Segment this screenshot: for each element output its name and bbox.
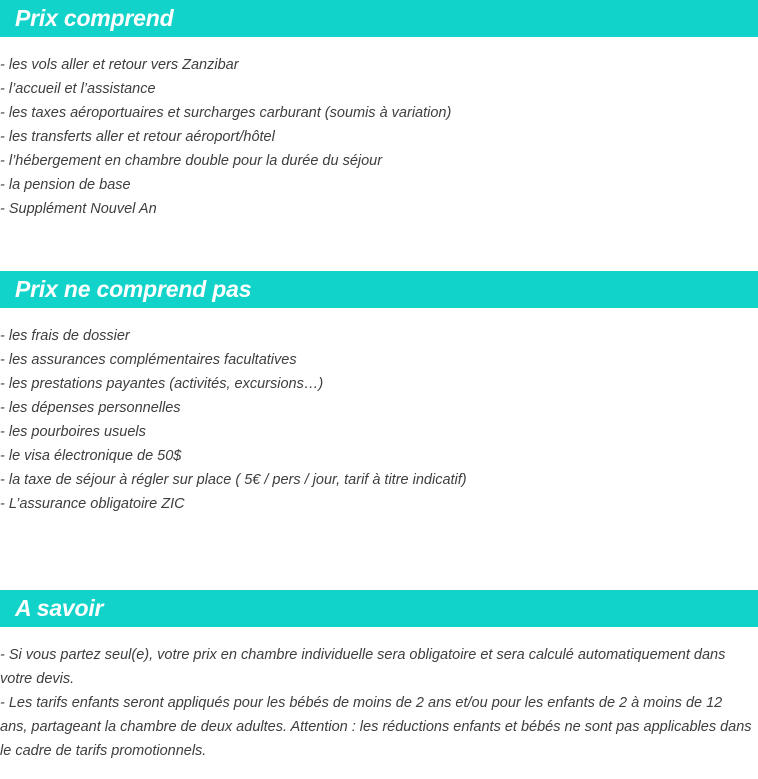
section-title: A savoir xyxy=(15,595,104,621)
list-item: - Supplément Nouvel An xyxy=(0,201,157,217)
section-price-excludes xyxy=(0,271,758,516)
section-header xyxy=(0,590,758,627)
list-item: - les frais de dossier xyxy=(0,328,130,344)
included-list xyxy=(0,53,758,221)
section-title: Prix ne comprend pas xyxy=(15,276,252,302)
section-header xyxy=(0,0,758,37)
list-item: - les vols aller et retour vers Zanzibar xyxy=(0,57,239,73)
section-good-to-know xyxy=(0,590,758,763)
info-paragraph: - Les tarifs enfants seront appliqués pour les bébés de moins de 2 ans et/ou pour les enfants de 2 à moins de 12 ans, partageant la chambre de deux adultes. Attention : les réductions enfants et bébés ne sont pas applicables dans le cadre de tarifs promotionnels. xyxy=(0,695,752,759)
list-item: - la pension de base xyxy=(0,177,131,193)
info-paragraphs xyxy=(0,643,758,763)
info-paragraph: - Si vous partez seul(e), votre prix en chambre individuelle sera obligatoire et sera calculé automatiquement dans votre devis. xyxy=(0,647,726,687)
list-item: - l’hébergement en chambre double pour la durée du séjour xyxy=(0,153,383,169)
section-price-includes xyxy=(0,0,758,221)
list-item: - les transferts aller et retour aéroport/hôtel xyxy=(0,129,275,145)
section-header xyxy=(0,271,758,308)
list-item: - les assurances complémentaires facultatives xyxy=(0,352,297,368)
list-item: - les dépenses personnelles xyxy=(0,400,181,416)
list-item: - l’accueil et l’assistance xyxy=(0,81,156,97)
list-item: - L’assurance obligatoire ZIC xyxy=(0,496,185,512)
list-item: - le visa électronique de 50$ xyxy=(0,448,182,464)
list-item: - les taxes aéroportuaires et surcharges carburant (soumis à variation) xyxy=(0,105,452,121)
list-item: - la taxe de séjour à régler sur place ( 5€ / pers / jour, tarif à titre indicatif) xyxy=(0,472,467,488)
list-item: - les prestations payantes (activités, excursions…) xyxy=(0,376,324,392)
list-item: - les pourboires usuels xyxy=(0,424,146,440)
section-title: Prix comprend xyxy=(15,5,174,31)
excluded-list xyxy=(0,324,758,516)
